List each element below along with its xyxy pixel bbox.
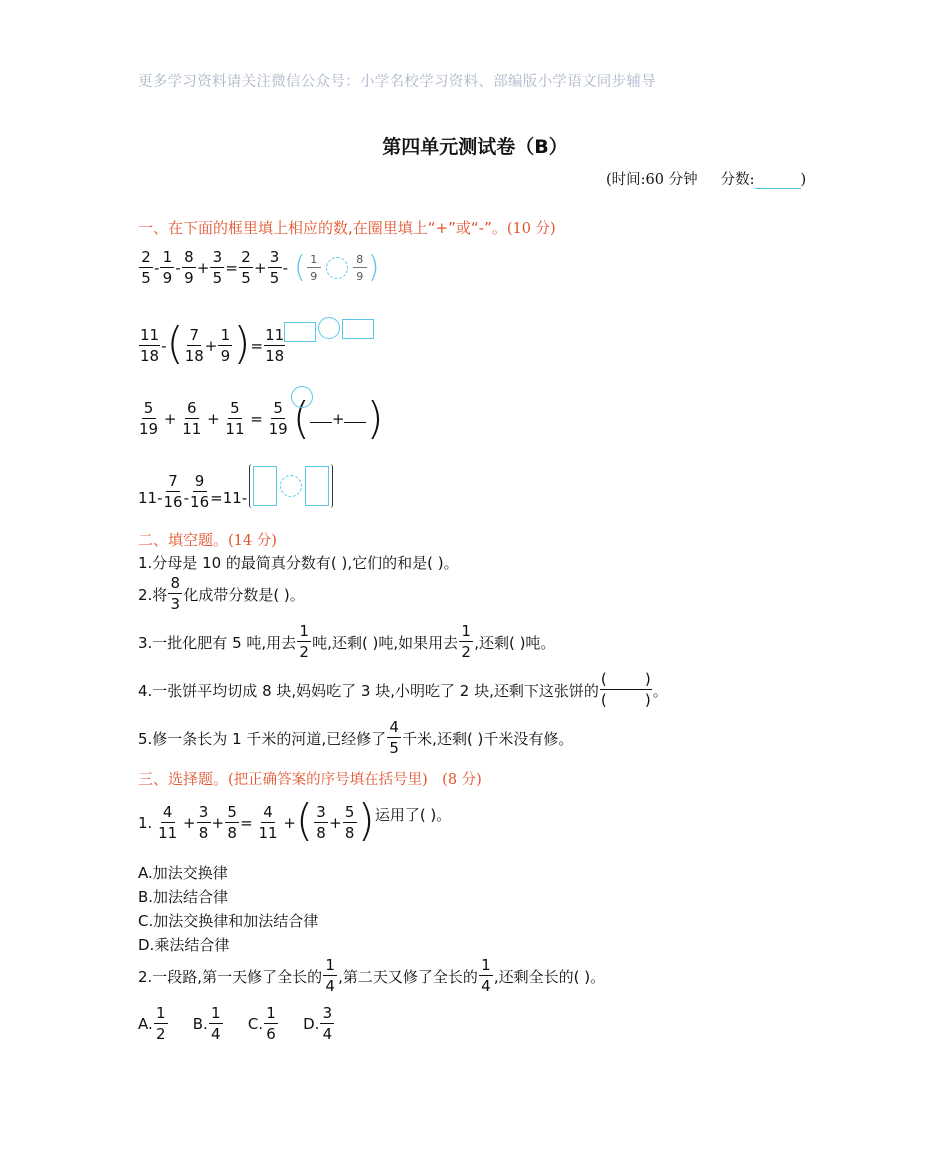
blank-line[interactable] (344, 422, 366, 423)
q2-c: ,还剩全长的( )。 (493, 967, 606, 986)
fraction: $\frac{1}{9}$ (160, 250, 174, 286)
fraction: $\frac{1}{9}$ (218, 328, 232, 364)
left-paren: ( (166, 318, 184, 369)
option-c[interactable]: C. $\frac{1}{6}$ (248, 1006, 279, 1042)
option-d[interactable]: D.乘法结合律 (138, 936, 230, 954)
page-title: 第四单元测试卷（B） (382, 136, 568, 158)
choice-q2 (138, 958, 605, 994)
section3-heading (138, 768, 482, 789)
fraction: $\frac{5}{8}$ (343, 805, 357, 841)
section3-sub: (把正确答案的序号填在括号里) (228, 772, 428, 788)
section3-points: (8 分) (442, 772, 482, 788)
fraction: $\frac{4}{11}$ (158, 803, 178, 842)
q5-a: 5.修一条长为 1 千米的河道,已经修了 (138, 729, 387, 748)
q3-a: 3.一批化肥有 5 吨,用去 (138, 633, 297, 652)
section3-heading-text: 三、选择题。 (138, 770, 229, 788)
eq2: $\frac{11}{18}$ - ( $\frac{7}{18}$ + $\frac{1}{9}$ ) = $\frac{11}{18}$ (138, 317, 374, 375)
eq4: 11 - $\frac{7}{16}$ - $\frac{9}{16}$ =11- (138, 456, 333, 516)
fraction: $\frac{1}{2}$ (297, 624, 311, 660)
whole-11: 11 (138, 489, 158, 507)
score-label: 分数: (720, 172, 755, 188)
left-paren: ( (292, 393, 310, 444)
q2-b: ,第二天又修了全长的 (338, 967, 478, 986)
option-a[interactable]: A. $\frac{1}{2}$ (138, 1006, 169, 1042)
q4-end: 。 (652, 681, 668, 700)
fraction: $\frac{7}{18}$ (184, 326, 204, 365)
eq4-rhs: =11- (210, 489, 248, 507)
right-paren: ) (366, 393, 384, 444)
fraction: $\frac{3}{5}$ (210, 250, 224, 286)
score-blank[interactable] (755, 174, 801, 189)
section1-heading (138, 217, 556, 238)
option-a[interactable]: A.加法交换律 (138, 864, 228, 882)
answer-box[interactable] (284, 322, 316, 342)
answer-box[interactable] (305, 466, 329, 506)
fraction: $\frac{1}{4}$ (323, 958, 337, 994)
bracket-group (294, 250, 380, 285)
q1-pre: 1. (138, 814, 153, 832)
fraction: $\frac{11}{18}$ (140, 326, 160, 365)
fraction: $\frac{8}{9}$ (182, 250, 196, 286)
section2-heading (138, 529, 277, 550)
fraction: $\frac{1}{2}$ (459, 624, 473, 660)
fill-q4 (138, 672, 668, 708)
q5-b: 千米,还剩( )千米没有修。 (402, 729, 574, 748)
section1-points: (10 分) (506, 221, 556, 237)
section2-points: (14 分) (228, 533, 277, 549)
fraction: $\frac{3}{8}$ (197, 805, 211, 841)
right-paren: ) (367, 250, 380, 285)
fraction: $\frac{3}{5}$ (268, 250, 282, 286)
operator-circle[interactable] (291, 386, 313, 408)
option-b[interactable]: B. $\frac{1}{4}$ (193, 1006, 224, 1042)
q2-a: 2.一段路,第一天修了全长的 (138, 967, 323, 986)
eq3: $\frac{5}{19}$ + $\frac{6}{11}$ + $\frac{5}{11}$ = $\frac{5}{19}$ ( + ) (138, 390, 384, 448)
q1-post: 运用了( )。 (374, 805, 452, 824)
fraction: $\frac{5}{19}$ (268, 399, 288, 438)
fill-q5 (138, 720, 573, 756)
fill-q2 (138, 576, 305, 612)
header-note: 更多学习资料请关注微信公众号：小学名校学习资料、部编版小学语文同步辅导 (138, 74, 656, 90)
time-score-line (606, 168, 806, 189)
answer-slots (284, 322, 374, 342)
section2-heading-text: 二、填空题。 (138, 531, 229, 549)
fraction: $\frac{1}{4}$ (479, 958, 493, 994)
operator-circle[interactable] (280, 475, 302, 497)
option-c[interactable]: C.加法交换律和加法结合律 (138, 912, 319, 930)
fraction: $\frac{8}{9}$ (353, 254, 367, 282)
q3-b: 吨,还剩( )吨,如果用去 (312, 633, 459, 652)
fill-q1: 1.分母是 10 的最简真分数有( ),它们的和是( )。 (138, 554, 459, 572)
answer-box[interactable] (342, 319, 374, 339)
fraction: $\frac{5}{19}$ (139, 399, 159, 438)
fraction: $\frac{2}{5}$ (139, 250, 153, 286)
left-paren: ( (295, 795, 314, 846)
option-b[interactable]: B.加法结合律 (138, 888, 229, 906)
fraction: $\frac{9}{16}$ (190, 472, 210, 511)
fraction: $\frac{5}{8}$ (225, 805, 239, 841)
blank-line[interactable] (310, 422, 332, 423)
bracket-group (249, 464, 333, 508)
fraction: $\frac{6}{11}$ (182, 399, 202, 438)
fraction: $\frac{4}{11}$ (258, 803, 278, 842)
meta-close: ) (800, 172, 807, 188)
fraction: $\frac{3}{8}$ (314, 805, 328, 841)
option-d[interactable]: D. $\frac{3}{4}$ (303, 1006, 335, 1042)
fraction: $\frac{8}{3}$ (168, 576, 182, 612)
eq1: $\frac{2}{5}$ - $\frac{1}{9}$ - $\frac{8}{9}$ + $\frac{3}{5}$ = $\frac{2}{5}$ + $\frac{3}{5}$ - ( $\frac{1}{9}$ $\frac{8}{9}$ ) (138, 238, 379, 298)
fill-q3 (138, 624, 555, 660)
options-q2 (138, 1006, 335, 1042)
operator-circle[interactable] (318, 317, 340, 339)
fraction: $\frac{5}{11}$ (225, 399, 245, 438)
section1-heading-text: 一、在下面的框里填上相应的数,在圈里填上“+”或“-”。 (138, 219, 507, 237)
fraction: $\frac{1}{9}$ (307, 254, 321, 282)
time-label: (时间:60 分钟 (606, 172, 698, 188)
choice-q1: 1. $\frac{4}{11}$ + $\frac{3}{8}$ + $\frac{5}{8}$ = $\frac{4}{11}$ + ( $\frac{3}{8}$ + $\frac{5}{8}$ ) 运用了( )。 (138, 795, 452, 846)
q3-c: ,还剩( )吨。 (474, 633, 556, 652)
right-paren: ) (233, 318, 251, 369)
fraction: $\frac{4}{5}$ (387, 720, 401, 756)
answer-box[interactable] (253, 466, 277, 506)
q4-text: 4.一张饼平均切成 8 块,妈妈吃了 3 块,小明吃了 2 块,还剩下这张饼的 (138, 681, 599, 700)
q2-post: 化成带分数是( )。 (183, 585, 305, 604)
q2-pre: 2.将 (138, 585, 168, 604)
fraction: $\frac{7}{16}$ (163, 472, 183, 511)
fraction: $\frac{11}{18}$ (265, 326, 285, 365)
operator-circle[interactable] (326, 257, 348, 279)
right-paren: ) (357, 795, 375, 846)
fraction-blank[interactable]: $\frac{( )}{( )}$ (600, 670, 651, 709)
fraction: $\frac{2}{5}$ (239, 250, 253, 286)
left-paren: ( (294, 250, 306, 285)
